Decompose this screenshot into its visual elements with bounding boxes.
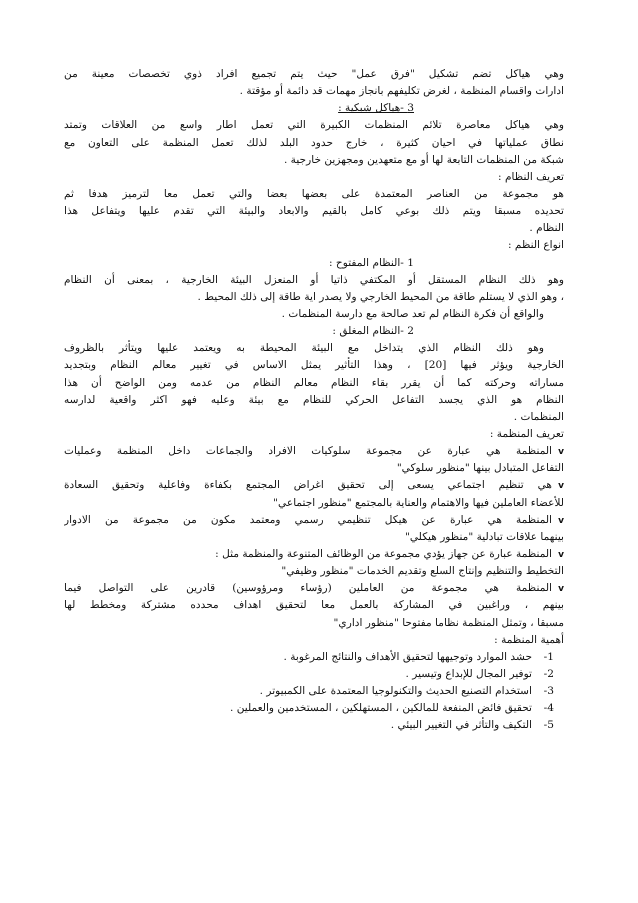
list-item-text: تحقيق فائض المنفعة للمالكين ، المستهلكين ، المستخدمين والعملين .	[230, 702, 532, 715]
text-line: وهو ذلك النظام المستقل أو المكتفي ذاتيا أو المنعزل البيئة الخارجية ، بمعنى أن النظام	[64, 273, 564, 286]
list-item	[64, 700, 564, 717]
text-line: مساراته وحركته كما أن يقرر بقاء النظام معالم النظام من عدمه ومن الواضح أن هذا	[64, 376, 564, 389]
list-item-text: المنظمة هي عبارة عن مجموعة سلوكيات الافراد والجماعات داخل المنظمة وعمليات	[64, 445, 552, 458]
text-line: ، وهو الذي لا يستلم طاقة من المحيط الخارجي ولا يصدر اية طاقة إلى ذلك المحيط .	[197, 290, 564, 303]
text-line: ادارات واقسام المنظمة ، لغرض تكليفهم بانجاز مهمات قد دائمة أو مؤقتة .	[239, 85, 564, 98]
list-item-text: حشد الموارد وتوجيهها لتحقيق الأهداف والنتائج المرغوبة .	[283, 650, 532, 663]
text-line: وهي هياكل معاصرة تلائم المنظمات الكبيرة التي تعمل اطار واسع من العلاقات وتمتد	[64, 119, 564, 132]
list-item	[64, 546, 564, 580]
list-item-number: 1-	[543, 650, 554, 663]
list-item-text: بينهم ، وراغبين في المشاركة بالعمل معا لتحقيق اهداف محدده مشتركة ومخطط لها	[64, 599, 564, 612]
list-item-number: 2-	[543, 667, 554, 680]
list-item-number: 4-	[543, 702, 554, 715]
text-line: الخارجية ويؤثر فيها [20] ، وهذا التأثير يمثل الاساس في تغيير معالم النظام وبتجديد	[64, 359, 564, 372]
list-item-text: التخطيط والتنظيم وإنتاج السلع وتقديم الخدمات "منظور وظيفي"	[281, 565, 564, 578]
list-item-number: 3-	[543, 685, 554, 698]
bullet-marker: v	[558, 447, 564, 458]
bullet-marker: v	[558, 481, 564, 492]
text-line: وهو ذلك النظام الذي يتداخل مع البيئة المحيطة به ويعتمد عليها ويتأثر بالظروف	[64, 342, 544, 355]
text-line: تحديده مسبقا ويتم ذلك بوعي كامل بالقيم والابعاد والبيئة التي تقدم عليها ويتفاعل هذا	[64, 205, 564, 218]
section-heading: انواع النظم :	[507, 239, 564, 252]
text-line: وهي هياكل تضم تشكيل "فرق عمل" حيث يتم تجميع افراد ذوي تخصصات معينة من	[64, 68, 564, 80]
text-line: النظام .	[529, 222, 564, 235]
importance-list	[64, 649, 564, 735]
list-item-text: المنظمة هي عبارة عن هيكل تنظيمي رسمي ومعتمد مكون من مجموعة من الادوار	[64, 513, 552, 526]
text-line: النظام هو الذي يجسد التفاعل الحركي للنظام مع بيئة وعليه فهو اكثر واقعية لدارسه	[64, 393, 564, 406]
list-item-text: بينهما علاقات تبادلية "منظور هيكلي"	[404, 530, 564, 543]
section-heading: 2 -النظام المغلق :	[332, 325, 414, 338]
list-item-text: المنظمة هي مجموعة من العاملين (رؤساء ومرؤوسين) قادرين على التواصل فيما	[64, 582, 552, 595]
list-item-text: التكيف والتأثر في التغيير البيئي .	[390, 719, 532, 732]
text-line: المنظمات .	[513, 410, 564, 423]
list-item	[64, 666, 564, 683]
list-item-text: هي تنظيم اجتماعي يسعى إلى تحقيق اغراض المجتمع بكفاءة وفاعلية وتحقيق السعادة	[64, 479, 552, 492]
bullet-marker: v	[558, 515, 564, 526]
list-item	[64, 512, 564, 546]
list-item	[64, 649, 564, 666]
list-item-text: مسبقا ، وتمثل المنظمة نظاما مفتوحا "منظور اداري"	[333, 616, 564, 629]
section-heading: 3 -هياكل شبكية :	[338, 102, 414, 115]
bullet-marker: v	[558, 549, 564, 560]
list-item-text: للأعضاء العاملين فيها والاهتمام والعناية بالمجتمع "منظور اجتماعي"	[273, 496, 564, 509]
section-heading: تعريف المنظمة :	[489, 427, 564, 440]
list-item	[64, 580, 564, 631]
text-line: نطاق عملياتها في احيان كثيرة ، خارج حدود البلد لذلك تعمل المنظمة على التعاون مع	[64, 136, 564, 149]
list-item	[64, 443, 564, 477]
list-item	[64, 477, 564, 511]
text-line: شبكة من المنظمات التابعة لها أو مع متعهدين ومجهزين خارجية .	[283, 153, 564, 166]
section-heading: 1 -النظام المفتوح :	[328, 256, 414, 269]
section-heading: أهمية المنظمة :	[494, 633, 564, 646]
list-item-text: التفاعل المتبادل بينها "منظور سلوكي"	[396, 462, 564, 475]
bullet-marker: v	[558, 584, 564, 595]
list-item-number: 5-	[543, 719, 554, 732]
list-item	[64, 683, 564, 700]
text-line: هو مجموعة من العناصر المعتمدة على بعضها بعضا والتي تعمل معا لترميز هدفا ثم	[64, 187, 564, 200]
list-item-text: توفير المجال للإبداع وتيسير .	[405, 667, 532, 680]
list-item	[64, 717, 564, 734]
list-item-text: استخدام التصنيع الحديث والتكنولوجيا المعتمدة على الكمبيوتر .	[259, 685, 532, 698]
text-line: والواقع أن فكرة النظام لم تعد صالحة مع دارسة المنظمات .	[281, 307, 544, 320]
list-item-text: المنظمة عبارة عن جهاز يؤدي مجموعة من الوظائف المتنوعة والمنظمة مثل :	[215, 547, 552, 560]
section-heading: تعريف النظام :	[498, 170, 564, 183]
definition-list	[64, 443, 564, 632]
document-page	[64, 66, 564, 734]
